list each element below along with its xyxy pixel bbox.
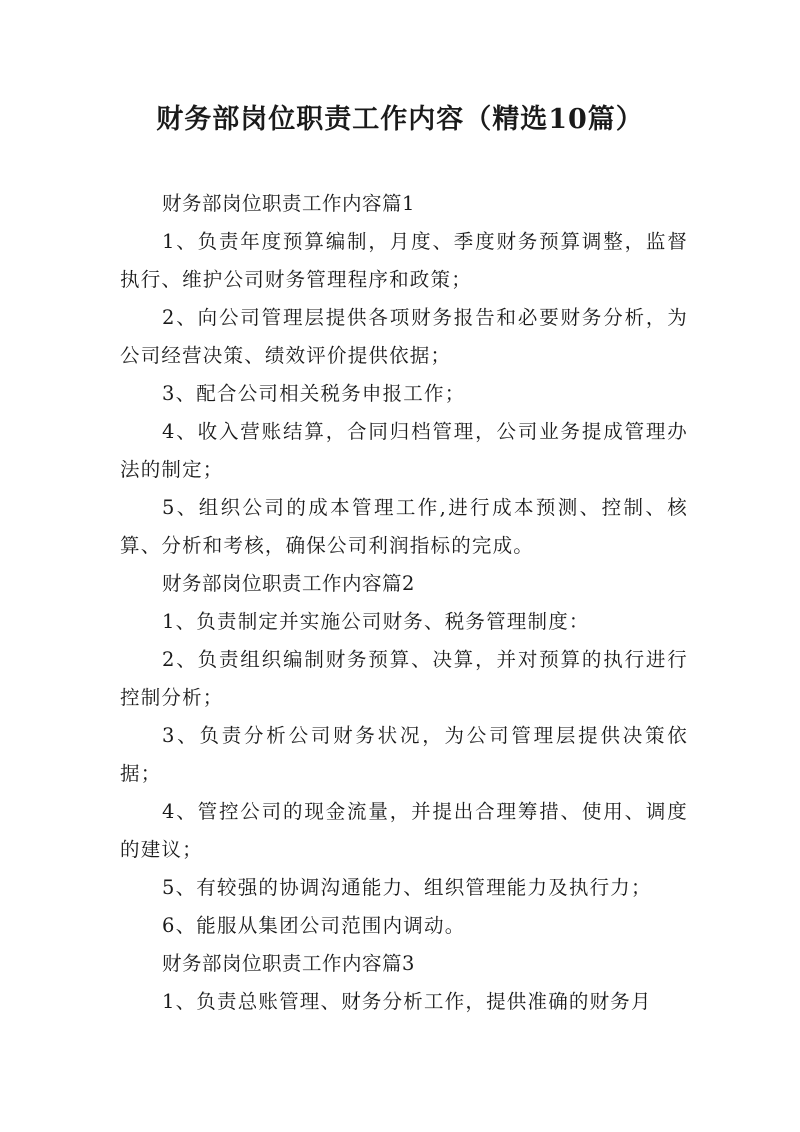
- list-item: 2、负责组织编制财务预算、决算，并对预算的执行进行控制分析；: [120, 648, 688, 709]
- list-item: 3、配合公司相关税务申报工作；: [162, 382, 466, 405]
- section-1: [120, 185, 688, 565]
- list-item: 5、有较强的协调沟通能力、组织管理能力及执行力；: [162, 876, 652, 899]
- document-body: [120, 185, 688, 1021]
- list-item: 1、负责年度预算编制，月度、季度财务预算调整，监督执行、维护公司财务管理程序和政策；: [120, 230, 688, 291]
- section-heading: 财务部岗位职责工作内容篇3: [162, 952, 415, 975]
- section-heading: 财务部岗位职责工作内容篇1: [162, 192, 415, 215]
- list-item: 3、负责分析公司财务状况，为公司管理层提供决策依据；: [120, 724, 688, 785]
- section-3: [120, 945, 688, 1021]
- section-2: [120, 565, 688, 945]
- list-item: 2、向公司管理层提供各项财务报告和必要财务分析，为公司经营决策、绩效评价提供依据；: [120, 306, 688, 367]
- document-title: 财务部岗位职责工作内容（精选10篇）: [156, 104, 644, 135]
- list-item: 4、收入营账结算，合同归档管理，公司业务提成管理办法的制定；: [120, 420, 688, 481]
- list-item: 4、管控公司的现金流量，并提出合理筹措、使用、调度的建议；: [120, 800, 688, 861]
- list-item: 1、负责制定并实施公司财务、税务管理制度：: [162, 610, 590, 633]
- list-item: 5、组织公司的成本管理工作,进行成本预测、控制、核算、分析和考核，确保公司利润指标的完成。: [120, 496, 688, 557]
- list-item: 1、负责总账管理、财务分析工作，提供准确的财务月: [162, 990, 652, 1013]
- section-heading: 财务部岗位职责工作内容篇2: [162, 572, 415, 595]
- list-item: 6、能服从集团公司范围内调动。: [162, 914, 466, 937]
